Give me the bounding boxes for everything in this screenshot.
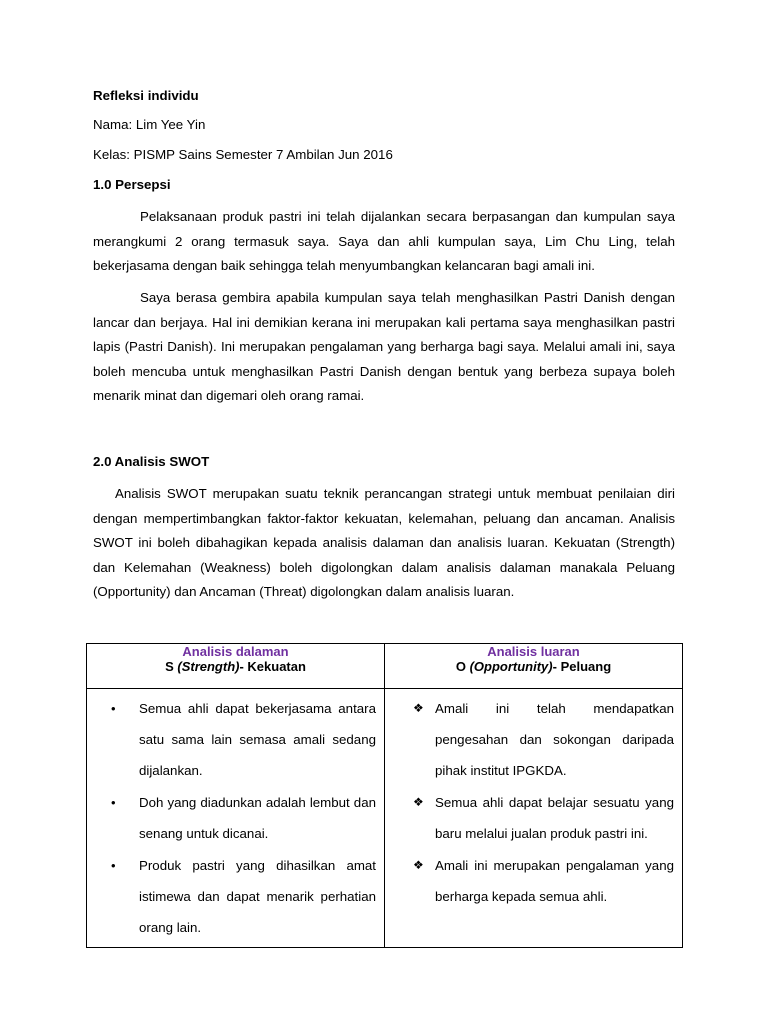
bullet-icon: • (111, 701, 116, 716)
list-item: • Semua ahli dapat bekerjasama antara satu sama lain semasa amali sedang dijalankan. (95, 693, 376, 786)
list-item: • Doh yang diadunkan adalah lembut dan senang untuk dicanai. (95, 787, 376, 849)
swot-table (86, 643, 683, 948)
section2-paragraph (93, 482, 675, 605)
list-item: ❖ Amali ini telah mendapatkan pengesahan dan sokongan daripada pihak institut IPGKDA. (393, 693, 674, 786)
list-item: ❖ Semua ahli dapat belajar sesuatu yang baru melalui jualan produk pastri ini. (393, 787, 674, 849)
name-line: Nama: Lim Yee Yin (93, 117, 206, 132)
bullet-icon: • (111, 858, 116, 873)
section1-heading: 1.0 Persepsi (93, 177, 171, 192)
list-item: • Produk pastri yang dihasilkan amat istimewa dan dapat menarik perhatian orang lain. (95, 850, 376, 943)
paragraph-text: Saya berasa gembira apabila kumpulan saya telah menghasilkan Pastri Danish dengan lancar dan berjaya. Hal ini demikian kerana ini merupakan kali pertama saya menghasilkan pastri lapis (Pastri Danish). Ini merupakan pengalaman yang berharga bagi saya. Melalui amali ini, saya boleh mencuba untuk menghasilkan Pastri Danish dengan bentuk yang berbeza supaya boleh menarik minat dan digemari oleh orang ramai. (93, 290, 675, 403)
strength-items-cell (87, 689, 385, 948)
strength-header-cell (87, 644, 385, 689)
diamond-bullet-icon: ❖ (413, 795, 424, 809)
external-analysis-label: Analisis luaran (487, 644, 580, 659)
opportunity-header-cell (385, 644, 683, 689)
list-item: ❖ Amali ini merupakan pengalaman yang berharga kepada semua ahli. (393, 850, 674, 912)
section1-paragraph-2 (93, 286, 675, 409)
diamond-bullet-icon: ❖ (413, 858, 424, 872)
bullet-icon: • (111, 795, 116, 810)
strength-list (87, 689, 384, 947)
class-line: Kelas: PISMP Sains Semester 7 Ambilan Jun 2016 (93, 147, 393, 162)
internal-analysis-label: Analisis dalaman (182, 644, 289, 659)
section2-heading: 2.0 Analisis SWOT (93, 454, 210, 469)
opportunity-title: O (Opportunity)- Peluang (455, 659, 612, 674)
strength-title: S (Strength)- Kekuatan (165, 659, 306, 674)
opportunity-items-cell (385, 689, 683, 948)
paragraph-text: Pelaksanaan produk pastri ini telah dijalankan secara berpasangan dan kumpulan saya merangkumi 2 orang termasuk saya. Saya dan ahli kumpulan saya, Lim Chu Ling, telah bekerjasama dengan baik sehingga telah menyumbangkan kelancaran bagi amali ini. (93, 209, 675, 273)
paragraph-text: Analisis SWOT merupakan suatu teknik perancangan strategi untuk membuat penilaian diri dengan mempertimbangkan faktor-faktor kekuatan, kelemahan, peluang dan ancaman. Analisis SWOT ini boleh dibahagikan kepada analisis dalaman dan analisis luaran. Kekuatan (Strength) dan Kelemahan (Weakness) boleh digolongkan dalam analisis dalaman manakala Peluang (Opportunity) dan Ancaman (Threat) digolongkan dalam analisis luaran. (93, 486, 675, 599)
document-title: Refleksi individu (93, 88, 199, 103)
diamond-bullet-icon: ❖ (413, 701, 424, 715)
section1-paragraph-1 (93, 205, 675, 279)
opportunity-list (385, 689, 682, 916)
